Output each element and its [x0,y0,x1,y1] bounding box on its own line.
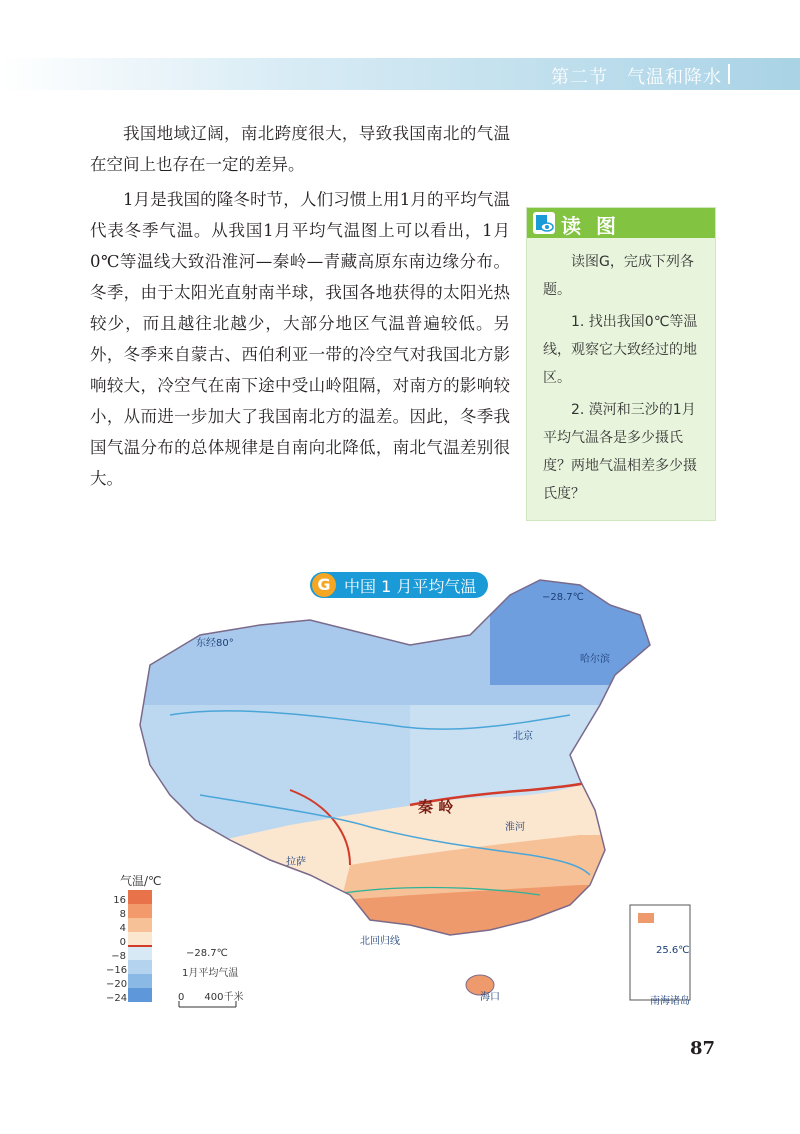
example-label: 1月平均气温 [182,968,239,979]
header-divider [728,64,730,84]
legend-swatch [128,974,152,988]
question-2: 2. 漠河和三沙的1月平均气温各是多少摄氏度？两地气温相差多少摄氏度？ [543,402,697,502]
scale-bar [178,1000,238,1008]
place-harbin: 哈尔滨 [580,654,610,665]
inset-label: 南海诸岛 [650,996,690,1007]
legend-color-bar [128,890,152,1006]
page-number: 87 [690,1038,716,1059]
legend-label: 16 [113,895,126,906]
legend-label: 0 [119,937,126,948]
scale-label: 0 400千米 [178,992,244,1003]
read-box-header [527,208,715,238]
tropic-label: 北回归线 [360,936,400,947]
place-qinling: 秦 岭 [418,798,454,816]
read-intro: 读图G，完成下列各题。 [543,254,694,298]
read-box-body [543,248,703,512]
legend-label: −16 [106,965,128,976]
legend-swatch [128,932,152,946]
legend-swatch [128,918,152,932]
eye-book-icon [533,212,555,234]
legend-label: 8 [119,909,126,920]
main-text [90,118,510,498]
legend-swatch [128,988,152,1002]
inset-value: 25.6℃ [656,945,690,956]
legend-swatch [128,946,152,960]
place-beijing: 北京 [513,731,533,742]
legend-label: −20 [106,979,128,990]
legend-label: −8 [111,951,126,962]
longitude-label: 东经80° [196,638,234,649]
read-figure-box [526,207,716,521]
legend-label: −24 [106,993,128,1004]
place-lhasa: 拉萨 [286,857,306,868]
map-title-bar [310,572,488,598]
place-huaihe: 淮河 [505,822,525,833]
map-title: 中国 1 月平均气温 [344,576,477,596]
legend-swatch [128,890,152,904]
read-box-title: 读 图 [561,214,620,238]
legend-label: 4 [119,923,126,934]
paragraph-2: 1月是我国的隆冬时节，人们习惯上用1月的平均气温代表冬季气温。从我国1月平均气温图上可以看出，1月0℃等温线大致沿淮河—秦岭—青藏高原东南边缘分布。冬季，由于太阳光直射南半球，我国各地获得的太阳光热较少，而且越往北越少，大部分地区气温普遍较低。另外，冬季来自蒙古、西伯利亚一带的冷空气对我国北方影响较大，冷空气在南下途中受山岭阻隔，对南方的影响较小，从而进一步加大了我国南北方的温差。因此，冬季我国气温分布的总体规律是自南向北降低，南北气温差别很大。 [90,190,510,488]
figure-badge: G [312,573,336,597]
section-title: 第二节 气温和降水 [551,67,722,88]
place-haikou: 海口 [480,992,500,1003]
question-1: 1. 找出我国0℃等温线，观察它大致经过的地区。 [543,314,698,386]
place-mohe-value: −28.7℃ [542,592,584,603]
paragraph-1: 我国地域辽阔，南北跨度很大，导致我国南北的气温在空间上也存在一定的差异。 [90,124,510,174]
legend-swatch [128,904,152,918]
example-value: −28.7℃ [186,948,228,959]
legend-title: 气温/℃ [120,874,162,888]
legend-swatch [128,960,152,974]
